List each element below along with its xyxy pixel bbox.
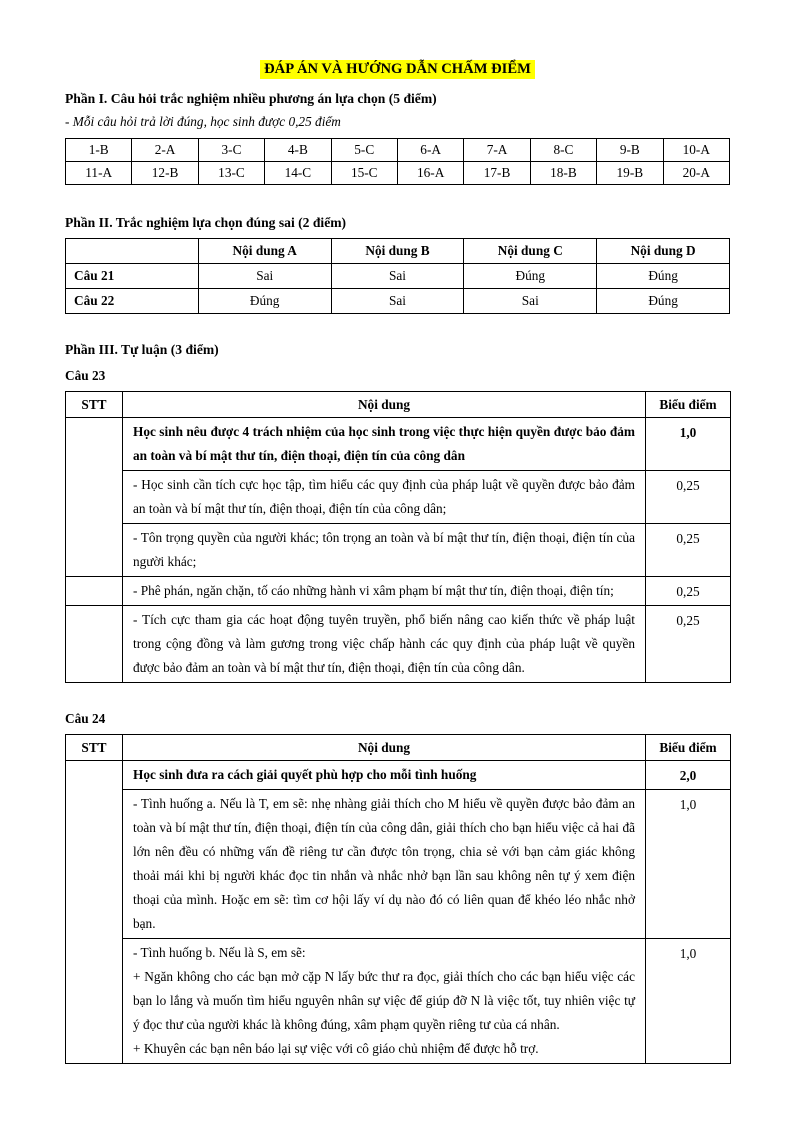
answer-cell: Đúng (597, 264, 730, 289)
part1-heading: Phần I. Câu hỏi trắc nghiệm nhiều phương án lựa chọn (5 điểm) (65, 91, 437, 106)
header-cell: Nội dung B (331, 239, 464, 264)
question-label-cell: Câu 21 (66, 264, 199, 289)
header-cell: Nội dung C (464, 239, 597, 264)
answer-cell: 11-A (66, 162, 132, 185)
answer-cell: 10-A (663, 139, 729, 162)
table-row (66, 577, 731, 606)
rubric-line: - Tình huống b. Nếu là S, em sẽ: (133, 945, 306, 960)
answer-cell: Đúng (464, 264, 597, 289)
rubric-content-cell: - Tình huống a. Nếu là T, em sẽ: nhẹ nhàng giải thích cho M hiểu về quyền được bảo đảm an toàn và bí mật thư tín, điện thoại, điện tín của công dân, giải thích cho bạn hiểu việc cả hai đã lớn nên đều có những vấn đề riêng tư cần được tôn trọng, chia sẻ với bạn cảm giác không thoải mái khi bị người khác đọc tin nhắn và nhắc nhở bạn lần sau không nên tự ý xem điện thoại của mình. Hoặc em sẽ: tìm cơ hội lấy ví dụ nào đó có liên quan để khéo léo nhắc nhở bạn. (123, 790, 646, 939)
table-row (66, 289, 730, 314)
answer-cell: 2-A (132, 139, 198, 162)
score-cell: 2,0 (646, 761, 731, 790)
answer-cell: 6-A (397, 139, 463, 162)
score-cell: 0,25 (646, 524, 731, 577)
table-row (66, 418, 731, 471)
rubric-content-cell (123, 939, 646, 1064)
question-label-cell: Câu 22 (66, 289, 199, 314)
part3-heading: Phần III. Tự luận (3 điểm) (65, 342, 219, 357)
header-cell: Biểu điểm (646, 735, 731, 761)
rubric-line: + Khuyên các bạn nên báo lại sự việc với cô giáo chủ nhiệm để được hỗ trợ. (133, 1041, 539, 1056)
table-header-row (66, 239, 730, 264)
answer-cell: 19-B (597, 162, 663, 185)
answer-cell: Sai (331, 289, 464, 314)
part2-heading: Phần II. Trắc nghiệm lựa chọn đúng sai (2 điểm) (65, 215, 347, 230)
cau24-label: Câu 24 (65, 711, 106, 726)
answer-cell: Đúng (198, 289, 331, 314)
answer-cell: 14-C (265, 162, 331, 185)
answer-cell: Sai (464, 289, 597, 314)
document-title-highlight: ĐÁP ÁN VÀ HƯỚNG DẪN CHẤM ĐIỂM (260, 60, 535, 79)
score-cell: 0,25 (646, 577, 731, 606)
cau23-rubric-table (65, 391, 731, 683)
table-row (66, 264, 730, 289)
header-cell: Nội dung (123, 735, 646, 761)
answer-cell: 1-B (66, 139, 132, 162)
answer-cell: 13-C (198, 162, 264, 185)
stt-cell (66, 577, 123, 606)
part1-note: - Mỗi câu hỏi trả lời đúng, học sinh được 0,25 điểm (65, 114, 341, 129)
answer-cell: 7-A (464, 139, 530, 162)
table-row (66, 939, 731, 1064)
header-cell (66, 239, 199, 264)
answer-cell: 18-B (530, 162, 596, 185)
answer-cell: 17-B (464, 162, 530, 185)
answer-cell: 8-C (530, 139, 596, 162)
part1-answers-table (65, 138, 730, 185)
answer-cell: 5-C (331, 139, 397, 162)
answer-cell: Sai (198, 264, 331, 289)
score-cell: 0,25 (646, 471, 731, 524)
rubric-content-cell: - Phê phán, ngăn chặn, tố cáo những hành vi xâm phạm bí mật thư tín, điện thoại, điện tín; (123, 577, 646, 606)
answer-cell: Đúng (597, 289, 730, 314)
answer-cell: 12-B (132, 162, 198, 185)
header-cell: Nội dung (123, 392, 646, 418)
rubric-content-cell: - Tôn trọng quyền của người khác; tôn trọng an toàn và bí mật thư tín, điện thoại, điện tín của người khác; (123, 524, 646, 577)
header-cell: STT (66, 392, 123, 418)
table-row (66, 471, 731, 524)
stt-cell (66, 418, 123, 577)
answer-cell: 15-C (331, 162, 397, 185)
stt-cell (66, 606, 123, 683)
answer-cell: 4-B (265, 139, 331, 162)
score-cell: 1,0 (646, 790, 731, 939)
header-cell: Nội dung D (597, 239, 730, 264)
rubric-line: + Ngăn không cho các bạn mở cặp N lấy bức thư ra đọc, giải thích cho các bạn hiểu việc các bạn lo lắng và muốn tìm hiểu nguyên nhân sự việc để giúp đỡ N là việc tốt, tuy nhiên việc tự ý đọc thư của người khác là không đúng, xâm phạm quyền riêng tư của cá nhân. (133, 969, 635, 1032)
answer-cell: 3-C (198, 139, 264, 162)
rubric-content-cell: Học sinh nêu được 4 trách nhiệm của học sinh trong việc thực hiện quyền được bảo đảm an toàn và bí mật thư tín, điện thoại, điện tín của công dân (123, 418, 646, 471)
cau23-label: Câu 23 (65, 368, 106, 383)
rubric-content-cell: - Tích cực tham gia các hoạt động tuyên truyền, phổ biến nâng cao kiến thức về pháp luật trong cộng đồng và làm gương trong việc chấp hành các quy định của pháp luật về quyền được bảo đảm an toàn và bí mật thư tín, điện thoại, điện tín của công dân. (123, 606, 646, 683)
rubric-content-cell: Học sinh đưa ra cách giải quyết phù hợp cho mỗi tình huống (123, 761, 646, 790)
table-header-row (66, 735, 731, 761)
table-row (66, 606, 731, 683)
score-cell: 1,0 (646, 939, 731, 1064)
score-cell: 1,0 (646, 418, 731, 471)
score-cell: 0,25 (646, 606, 731, 683)
table-header-row (66, 392, 731, 418)
header-cell: Biểu điểm (646, 392, 731, 418)
table-row (66, 139, 730, 162)
answer-cell: 20-A (663, 162, 729, 185)
header-cell: Nội dung A (198, 239, 331, 264)
answer-cell: 9-B (597, 139, 663, 162)
header-cell: STT (66, 735, 123, 761)
table-row (66, 162, 730, 185)
rubric-content-cell: - Học sinh cần tích cực học tập, tìm hiểu các quy định của pháp luật về quyền được bảo đảm an toàn và bí mật thư tín, điện thoại, điện tín của công dân; (123, 471, 646, 524)
cau24-rubric-table (65, 734, 731, 1064)
part2-truefalse-table (65, 238, 730, 314)
stt-cell (66, 761, 123, 1064)
table-row (66, 761, 731, 790)
table-row (66, 524, 731, 577)
table-row (66, 790, 731, 939)
answer-cell: Sai (331, 264, 464, 289)
document-title (65, 60, 730, 79)
answer-cell: 16-A (397, 162, 463, 185)
